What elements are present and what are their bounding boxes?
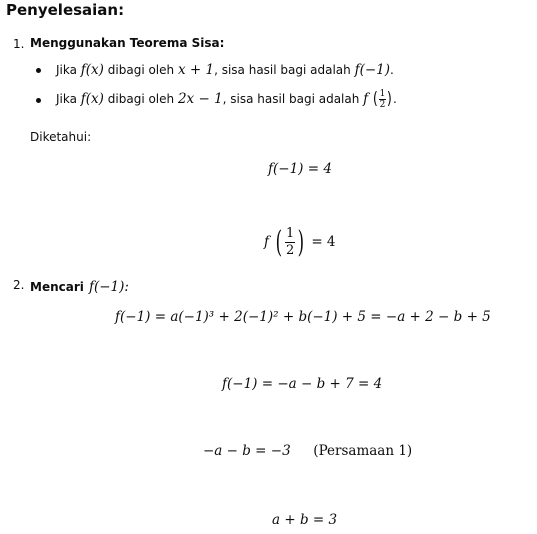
step-2-equation-3: −a − b = −3	[203, 443, 291, 459]
step-2-title-line	[30, 276, 129, 295]
step-2-title-math: f(−1):	[88, 279, 129, 295]
known-equation-1: f(−1) = 4	[268, 161, 332, 177]
step-2-number: 2.	[13, 278, 25, 292]
bullet-2-prefix: Jika	[56, 92, 77, 106]
bullet-1-fn: f(x)	[80, 62, 104, 78]
bullet-2-end: .	[393, 92, 397, 106]
eq2-rhs: = 4	[311, 234, 336, 250]
bullet-2-middle: dibagi oleh	[107, 92, 175, 106]
equation-note: (Persamaan 1)	[313, 443, 413, 459]
eq2-f: f	[264, 234, 269, 250]
fraction-numerator: 1	[379, 89, 386, 99]
section-heading: Penyelesaian:	[6, 1, 125, 19]
bullet-2-suffix: , sisa hasil bagi adalah	[222, 92, 360, 106]
bullet-1-text	[56, 62, 394, 78]
bullet-2-divisor: 2x − 1	[177, 91, 223, 107]
step-2-title: Mencari	[30, 280, 84, 294]
known-equation-2	[264, 226, 336, 259]
fraction	[379, 89, 387, 110]
step-2-equation-1: f(−1) = a(−1)³ + 2(−1)² + b(−1) + 5 = −a + 2 − b + 5	[115, 309, 491, 325]
bullet-2-result-f: f	[363, 91, 369, 107]
bullet-1-end: .	[390, 63, 394, 77]
left-paren: (	[275, 224, 283, 260]
fraction-denominator: 2	[286, 243, 295, 258]
fraction-denominator: 2	[379, 100, 386, 110]
step-1-number: 1.	[13, 37, 25, 51]
left-paren: (	[372, 89, 378, 109]
step-2-equation-3-line	[203, 443, 412, 459]
step-1-title: Menggunakan Teorema Sisa:	[30, 36, 225, 50]
bullet-2-text	[56, 89, 397, 110]
fraction	[285, 226, 295, 259]
step-2-equation-2: f(−1) = −a − b + 7 = 4	[222, 376, 383, 392]
bullet-2-fn: f(x)	[80, 91, 104, 107]
fraction-numerator: 1	[286, 226, 295, 241]
step-2-equation-4: a + b = 3	[272, 512, 338, 528]
bullet-1-suffix: , sisa hasil bagi adalah	[214, 63, 351, 77]
bullet-1-prefix: Jika	[56, 63, 77, 77]
known-label: Diketahui:	[30, 130, 92, 144]
bullet-1-middle: dibagi oleh	[107, 63, 175, 77]
bullet-1-result: f(−1)	[354, 62, 391, 78]
right-paren: )	[387, 89, 393, 109]
right-paren: )	[297, 224, 305, 260]
bullet-dot	[36, 98, 41, 103]
bullet-1-divisor: x + 1	[177, 62, 215, 78]
bullet-dot	[36, 68, 41, 73]
